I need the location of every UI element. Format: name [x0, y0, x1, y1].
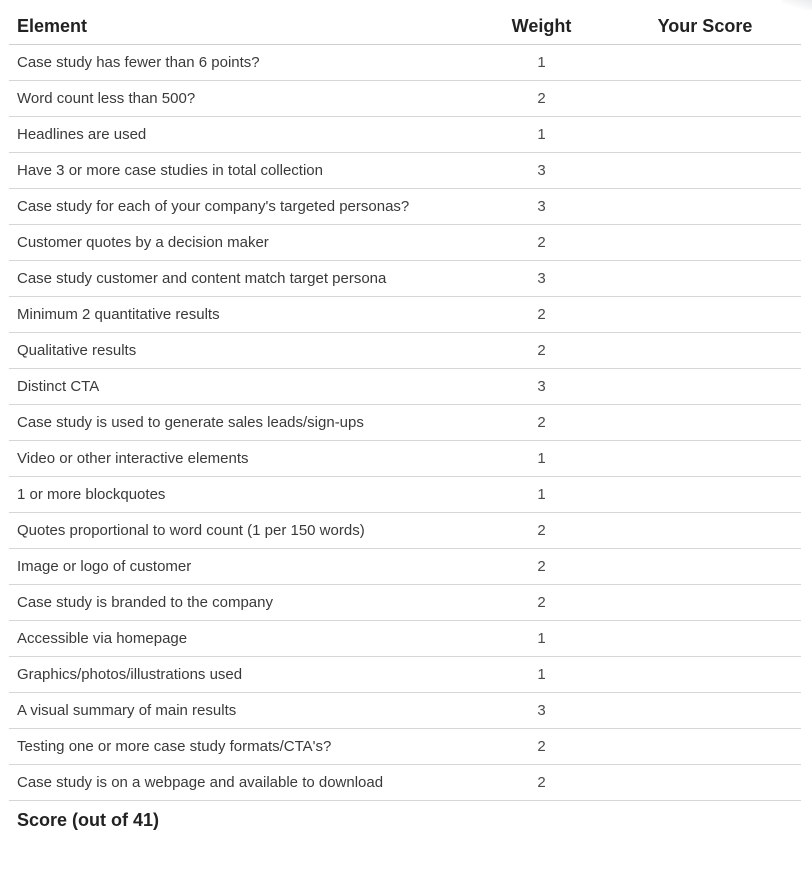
row-element: Image or logo of customer — [17, 558, 192, 575]
row-element: Minimum 2 quantitative results — [17, 306, 220, 323]
row-weight: 2 — [537, 738, 546, 755]
table-row — [9, 117, 801, 153]
table-row — [9, 765, 801, 801]
row-element: 1 or more blockquotes — [17, 486, 166, 503]
header-your-score: Your Score — [657, 15, 753, 36]
row-weight: 1 — [537, 126, 546, 143]
table-row — [9, 693, 801, 729]
table-row — [9, 81, 801, 117]
table-row — [9, 297, 801, 333]
row-element: Case study customer and content match target persona — [17, 270, 387, 287]
row-element: Customer quotes by a decision maker — [17, 234, 269, 251]
table-row — [9, 657, 801, 693]
row-weight: 2 — [537, 306, 546, 323]
row-weight: 1 — [537, 486, 546, 503]
table-row — [9, 729, 801, 765]
row-element: Testing one or more case study formats/CTA's? — [17, 738, 332, 755]
table-row — [9, 153, 801, 189]
header-weight: Weight — [511, 15, 572, 36]
scorecard-table — [9, 8, 801, 839]
row-element: Distinct CTA — [17, 378, 100, 395]
row-weight: 2 — [537, 90, 546, 107]
table-row — [9, 585, 801, 621]
header-element: Element — [17, 15, 88, 36]
row-weight: 1 — [537, 450, 546, 467]
row-weight: 3 — [537, 378, 546, 395]
row-weight: 1 — [537, 54, 546, 71]
row-element: Graphics/photos/illustrations used — [17, 666, 243, 683]
table-row — [9, 513, 801, 549]
table-header — [9, 8, 801, 45]
table-row — [9, 549, 801, 585]
row-element: Case study for each of your company's targeted personas? — [17, 198, 410, 215]
table-row — [9, 405, 801, 441]
table-row — [9, 441, 801, 477]
row-weight: 3 — [537, 270, 546, 287]
row-weight: 3 — [537, 702, 546, 719]
table-row — [9, 369, 801, 405]
row-element: Accessible via homepage — [17, 630, 188, 647]
score-total-label: Score (out of 41) — [17, 809, 160, 830]
row-element: Video or other interactive elements — [17, 450, 249, 467]
row-element: Have 3 or more case studies in total collection — [17, 162, 323, 179]
row-weight: 2 — [537, 558, 546, 575]
row-weight: 2 — [537, 234, 546, 251]
table-row — [9, 261, 801, 297]
row-element: Case study is used to generate sales leads/sign-ups — [17, 414, 364, 431]
row-element: Case study has fewer than 6 points? — [17, 54, 260, 71]
row-element: Case study is on a webpage and available to download — [17, 774, 384, 791]
row-element: Case study is branded to the company — [17, 594, 273, 611]
row-weight: 2 — [537, 774, 546, 791]
row-weight: 2 — [537, 414, 546, 431]
table-row — [9, 333, 801, 369]
row-element: Word count less than 500? — [17, 90, 196, 107]
table-row — [9, 621, 801, 657]
row-element: A visual summary of main results — [17, 702, 237, 719]
row-weight: 2 — [537, 522, 546, 539]
row-weight: 3 — [537, 198, 546, 215]
row-weight: 1 — [537, 666, 546, 683]
table-row — [9, 225, 801, 261]
score-footer — [9, 801, 801, 839]
table-row — [9, 45, 801, 81]
row-weight: 2 — [537, 342, 546, 359]
row-element: Quotes proportional to word count (1 per 150 words) — [17, 522, 365, 539]
row-weight: 3 — [537, 162, 546, 179]
row-weight: 2 — [537, 594, 546, 611]
row-element: Headlines are used — [17, 126, 147, 143]
row-element: Qualitative results — [17, 342, 137, 359]
table-body — [9, 45, 801, 801]
table-row — [9, 189, 801, 225]
row-weight: 1 — [537, 630, 546, 647]
table-row — [9, 477, 801, 513]
